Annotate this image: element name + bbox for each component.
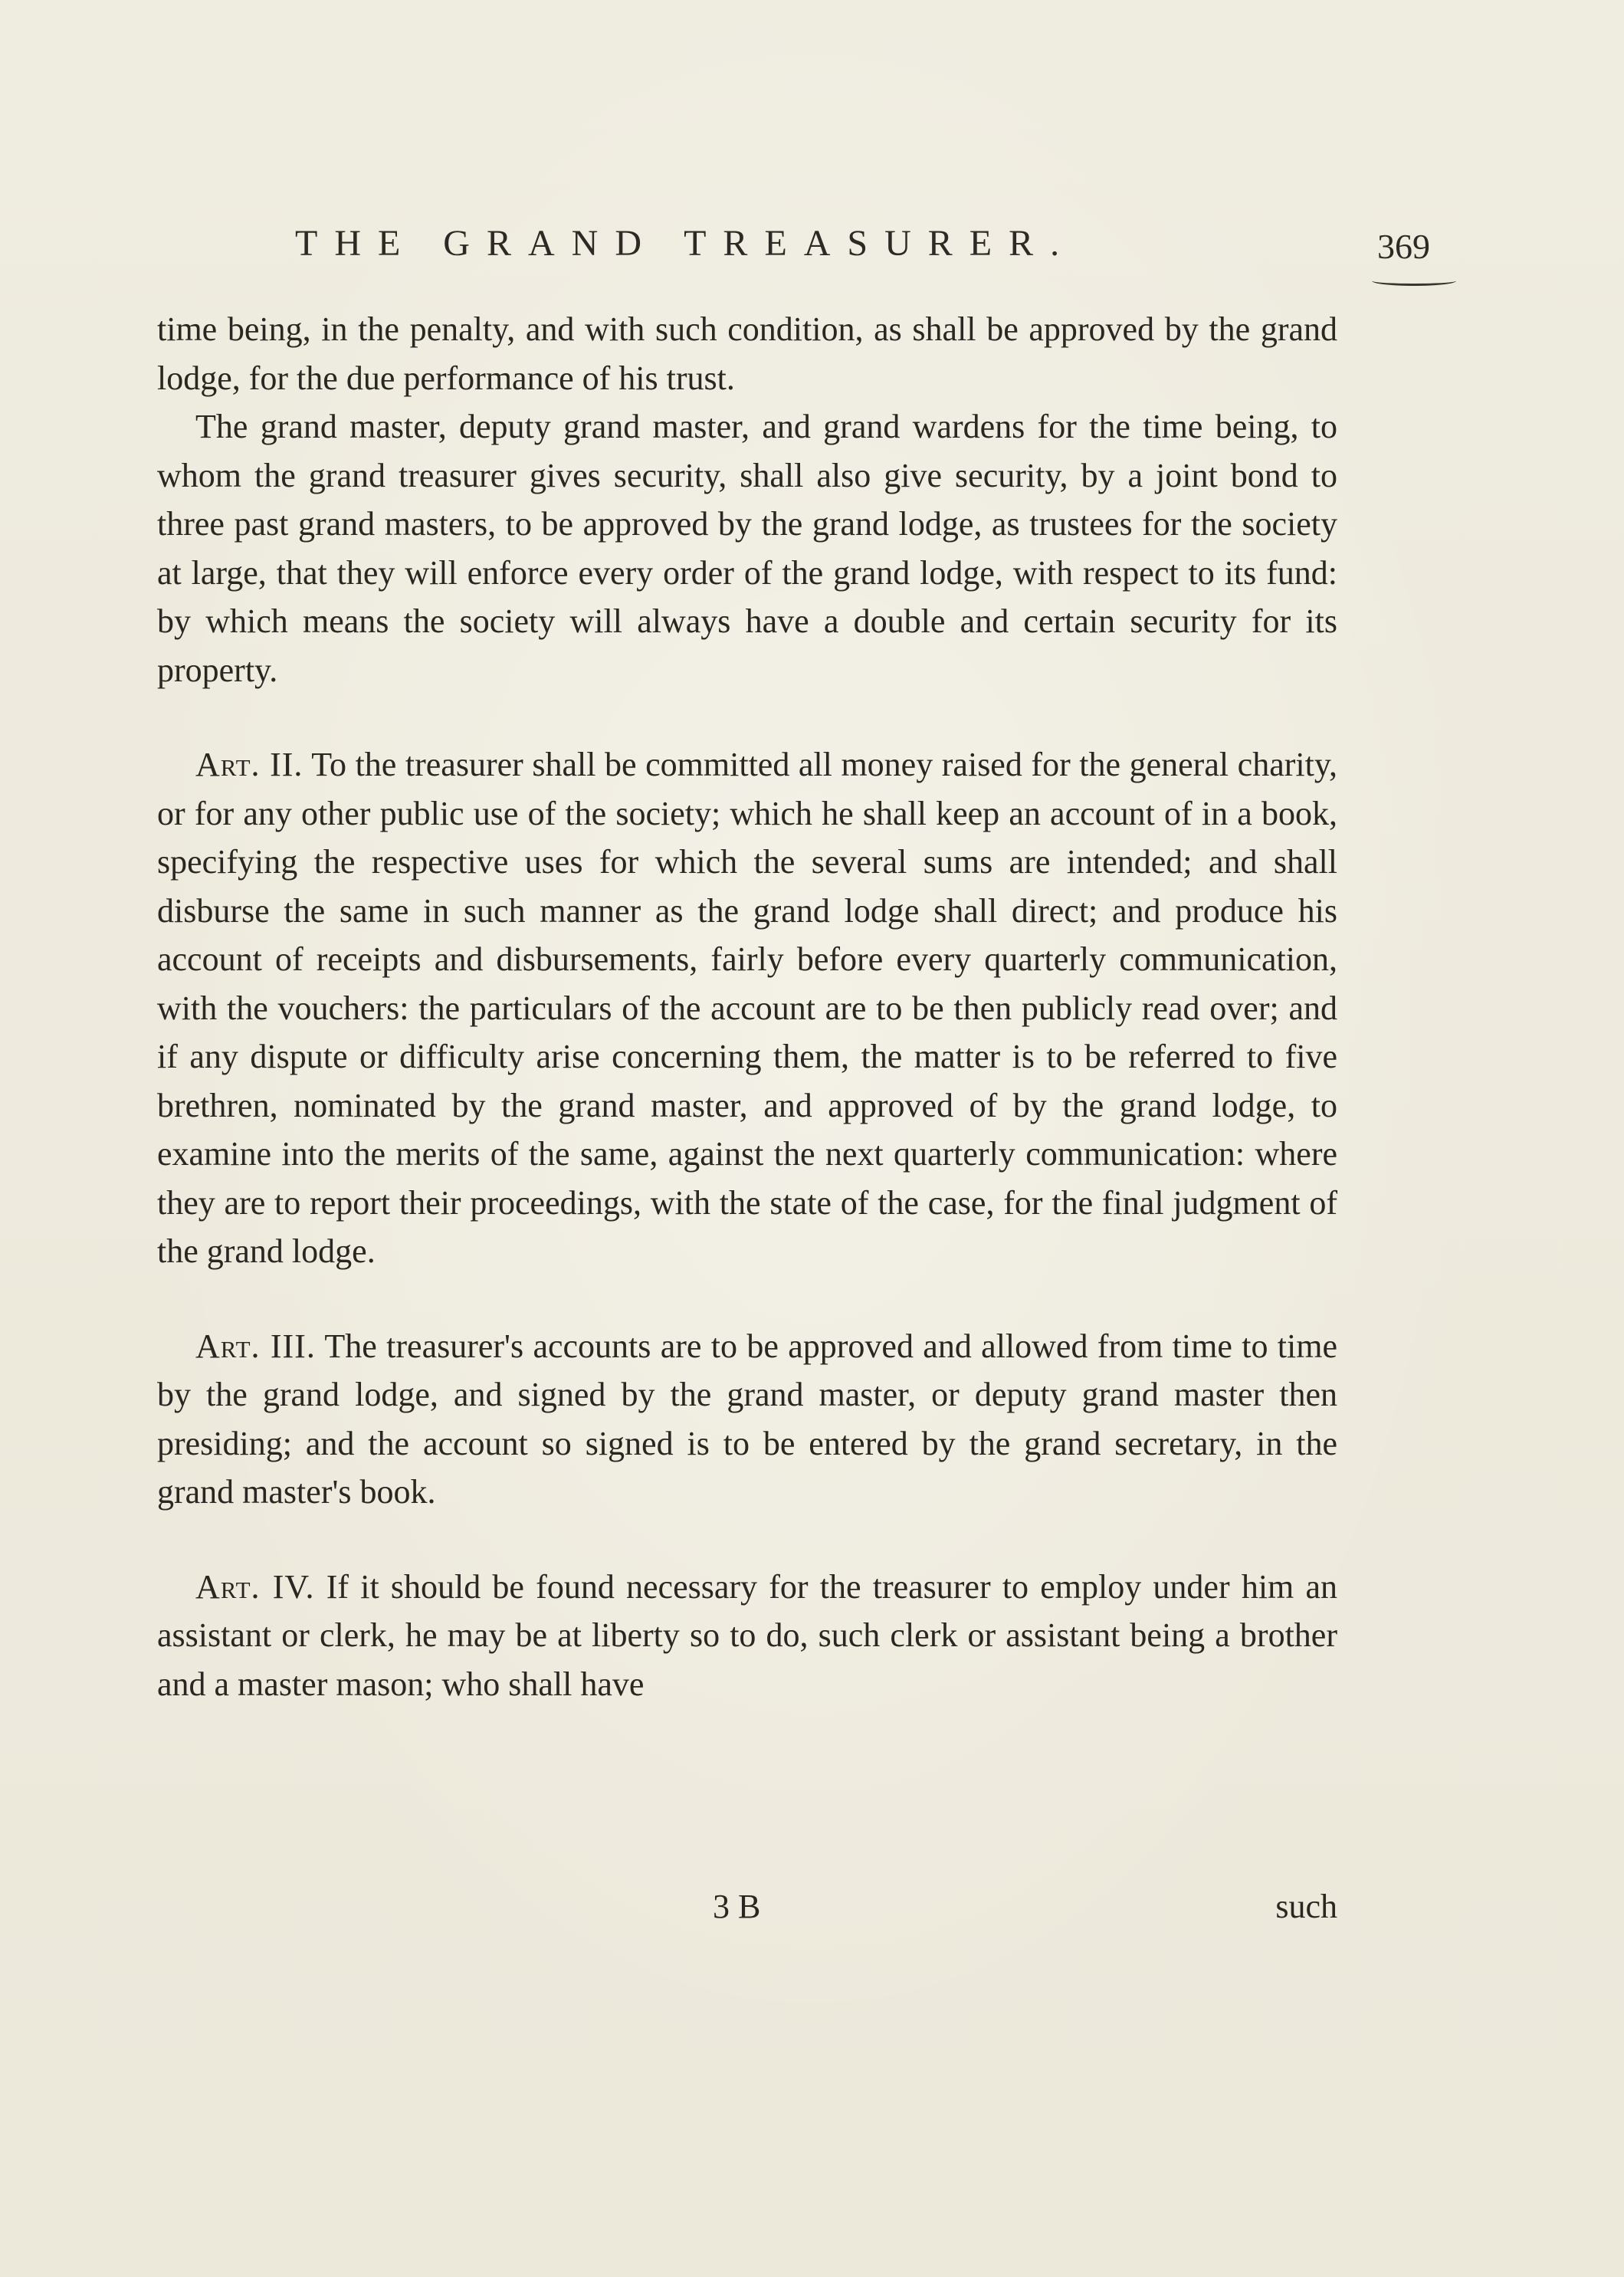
signature-mark: 3 B <box>713 1888 761 1925</box>
body-text <box>157 305 1337 1708</box>
article-3-text: The treasurer's accounts are to be approved and allowed from time to time by the grand lodge, and signed by the grand master, or deputy grand master then presiding; and the account so signed is to be entered by the grand secretary, in the grand master's book. <box>157 1327 1338 1511</box>
article-4 <box>157 1563 1337 1709</box>
article-3-label: Art. III. <box>195 1327 316 1365</box>
article-4-label: Art. IV. <box>195 1567 315 1606</box>
running-title: THE GRAND TREASURER. <box>295 223 1077 264</box>
article-2 <box>157 740 1337 1276</box>
page-number: 369 <box>1377 227 1430 266</box>
paragraph-security: The grand master, deputy grand master, and grand wardens for the time being, to whom the grand treasurer gives security, shall also give security, by a joint bond to three past grand masters, to be approved by the grand lodge, as trustees for the society at large, that they will enforce every order of the grand lodge, with respect to its fund: by which means the society will always have a double and certain security for its property. <box>157 408 1337 689</box>
article-2-label: Art. II. <box>195 746 303 783</box>
page-number-flourish <box>1372 276 1456 286</box>
article-3 <box>157 1322 1337 1517</box>
catchword: such <box>1275 1888 1337 1925</box>
paragraph-continuation: time being, in the penalty, and with such condition, as shall be approved by the grand lodge, for the due performance of his trust. <box>157 310 1337 397</box>
article-4-text: If it should be found necessary for the treasurer to employ under him an assistant or clerk, he may be at liberty so to do, such clerk or assistant being a brother and a master mason; who shall have <box>157 1567 1337 1703</box>
article-2-text: To the treasurer shall be committed all money raised for the general charity, or for any other public use of the society; which he shall keep an account of in a book, specifying the respective uses for which the several sums are intended; and shall disburse the same in such manner as the grand lodge shall direct; and produce his account of receipts and disbursements, fairly before every quarterly communication, with the vouchers: the particulars of the account are to be then publicly read over; and if any dispute or difficulty arise concerning them, the matter is to be referred to five brethren, nominated by the grand master, and approved of by the grand lodge, to examine into the merits of the same, against the next quarterly communication: where they are to report their proceedings, with the state of the case, for the final judgment of the grand lodge. <box>157 746 1337 1270</box>
